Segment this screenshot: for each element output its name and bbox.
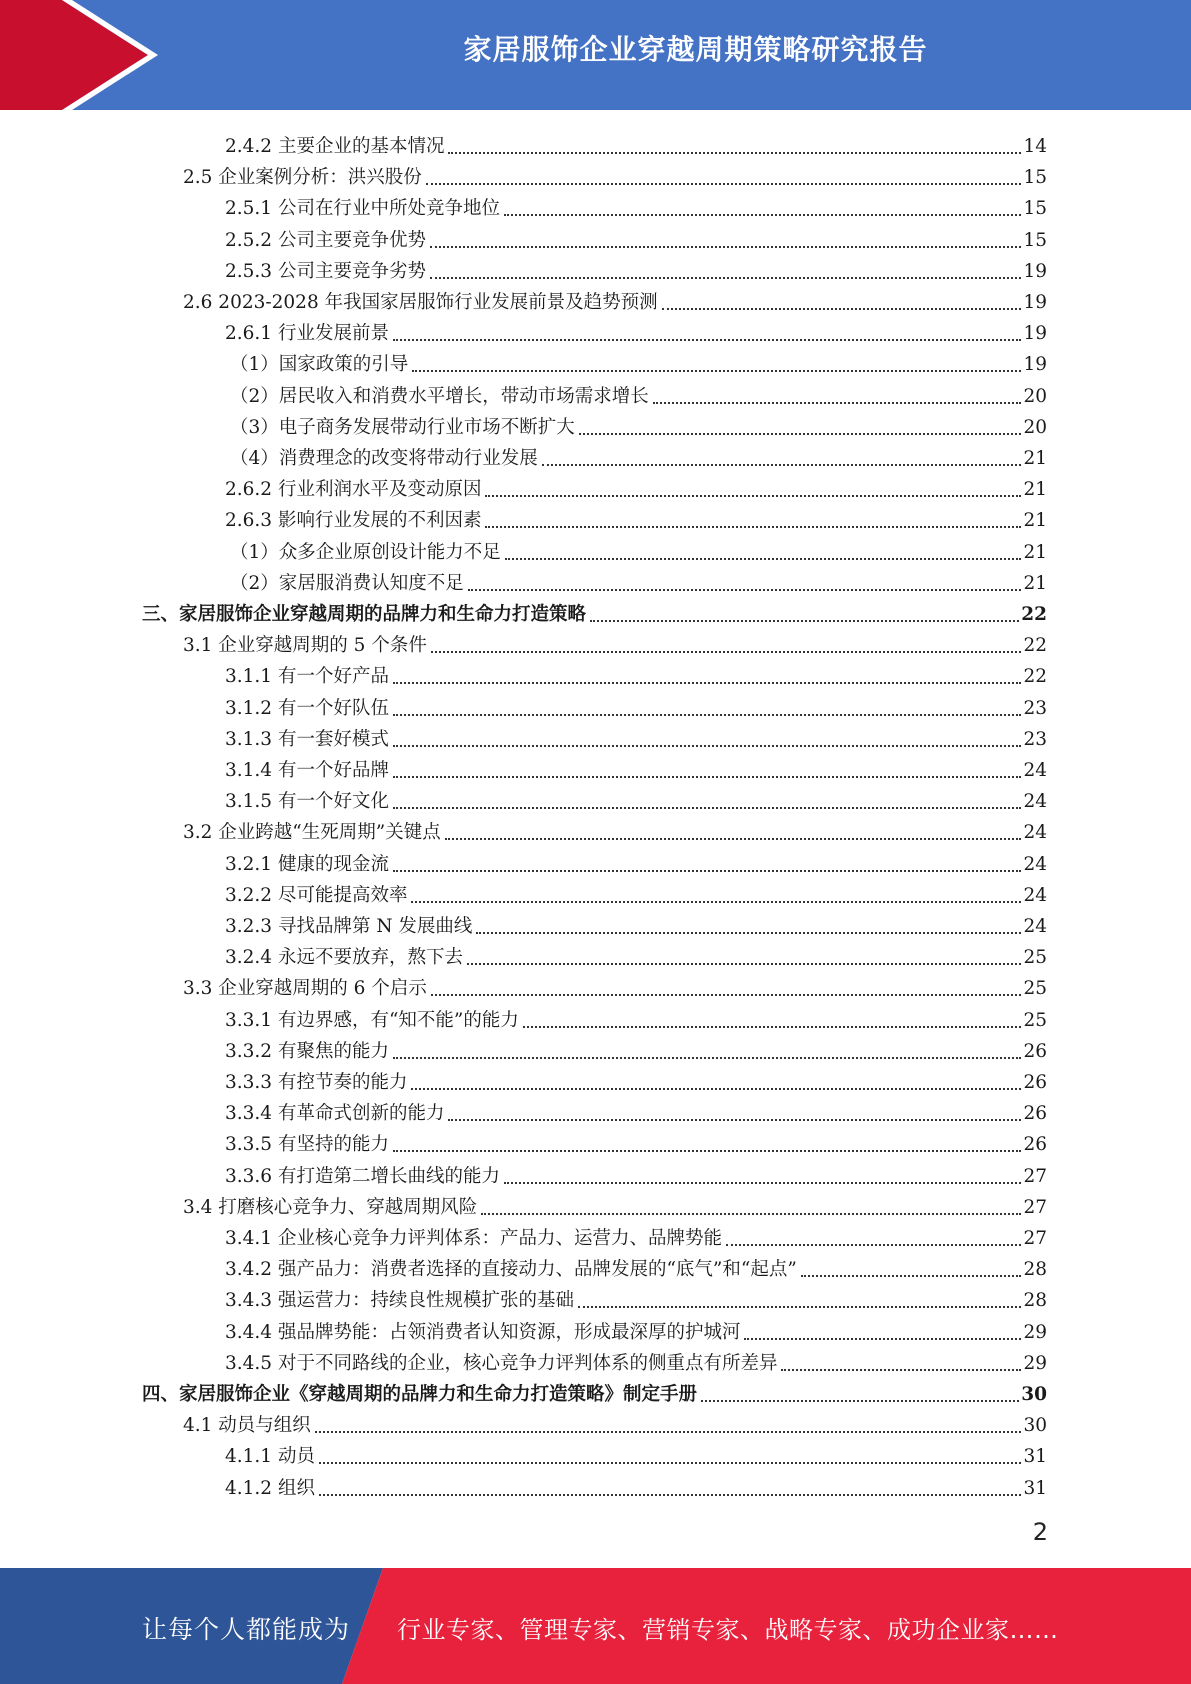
toc-entry-title: 2.5 企业案例分析：洪兴股份	[183, 167, 422, 189]
toc-entry[interactable]	[183, 160, 1047, 191]
toc-entry[interactable]	[225, 1159, 1047, 1190]
toc-entry-page: 23	[1023, 697, 1047, 719]
toc-entry[interactable]	[225, 1471, 1047, 1502]
toc-entry-page: 24	[1023, 791, 1047, 813]
toc-entry-page: 19	[1023, 354, 1047, 376]
toc-dot-leader	[590, 620, 1019, 622]
toc-entry[interactable]	[225, 129, 1047, 160]
toc-entry-page: 28	[1023, 1259, 1047, 1281]
toc-entry-title: （1）众多企业原创设计能力不足	[230, 541, 501, 563]
toc-entry-title: 3.4.5 对于不同路线的企业，核心竞争力评判体系的侧重点有所差异	[225, 1352, 778, 1374]
toc-dot-leader	[504, 214, 1021, 216]
toc-entry-page: 25	[1023, 978, 1047, 1000]
toc-dot-leader	[542, 464, 1022, 466]
toc-entry-title: 3.4.2 强产品力：消费者选择的直接动力、品牌发展的“底气”和“起点”	[225, 1259, 797, 1281]
toc-entry[interactable]	[225, 1065, 1047, 1096]
toc-entry-title: 3.1 企业穿越周期的 5 个条件	[183, 635, 427, 657]
toc-entry-title: 3.3.1 有边界感，有“知不能”的能力	[225, 1009, 519, 1031]
toc-entry-page: 26	[1023, 1072, 1047, 1093]
toc-dot-leader	[701, 1400, 1019, 1402]
toc-entry-title: 3.2.1 健康的现金流	[225, 853, 389, 875]
toc-entry-title: 3.3.3 有控节奏的能力	[225, 1072, 408, 1093]
toc-entry-page: 24	[1023, 853, 1047, 875]
toc-entry[interactable]	[230, 535, 1047, 566]
toc-entry-title: （2）居民收入和消费水平增长，带动市场需求增长	[230, 385, 649, 407]
toc-entry-title: 三、家居服饰企业穿越周期的品牌力和生命力打造策略	[142, 604, 587, 625]
toc-entry-title: （3）电子商务发展带动行业市场不断扩大	[230, 416, 575, 438]
toc-entry[interactable]	[225, 191, 1047, 222]
footer-slogan-left: 让每个人都能成为	[142, 1615, 351, 1644]
toc-entry-page: 25	[1023, 1009, 1047, 1031]
toc-dot-leader	[468, 589, 1022, 591]
toc-entry[interactable]	[225, 472, 1047, 503]
toc-dot-leader	[485, 495, 1021, 497]
toc-entry-page: 29	[1023, 1352, 1047, 1374]
toc-entry[interactable]	[225, 691, 1047, 722]
toc-entry[interactable]	[225, 1283, 1047, 1314]
toc-entry[interactable]	[225, 316, 1047, 347]
toc-entry[interactable]	[225, 722, 1047, 753]
toc-dot-leader	[448, 1119, 1021, 1121]
toc-entry-title: 2.5.2 公司主要竞争优势	[225, 229, 426, 251]
toc-dot-leader	[744, 1338, 1021, 1340]
toc-entry-page: 24	[1023, 760, 1047, 781]
toc-entry[interactable]	[230, 347, 1047, 378]
toc-entry-page: 30	[1023, 1415, 1047, 1437]
toc-dot-leader	[467, 963, 1021, 965]
toc-dot-leader	[781, 1369, 1021, 1371]
toc-entry-title: 3.2 企业跨越“生死周期”关键点	[183, 822, 441, 844]
toc-entry-title: 2.5.1 公司在行业中所处竞争地位	[225, 198, 500, 220]
toc-entry-title: 2.6.1 行业发展前景	[225, 323, 389, 345]
toc-entry-page: 28	[1023, 1290, 1047, 1312]
toc-entry-title: 3.3.5 有坚持的能力	[225, 1134, 389, 1156]
toc-dot-leader	[393, 682, 1021, 684]
toc-dot-leader	[393, 339, 1021, 341]
toc-entry-page: 23	[1023, 728, 1047, 750]
report-title: 家居服饰企业穿越周期策略研究报告	[463, 33, 928, 66]
toc-entry[interactable]	[230, 410, 1047, 441]
toc-dot-leader	[430, 277, 1021, 279]
toc-dot-leader	[430, 246, 1021, 248]
toc-entry-title: 3.1.4 有一个好品牌	[225, 760, 389, 781]
toc-entry[interactable]	[225, 847, 1047, 878]
toc-entry[interactable]	[225, 1003, 1047, 1034]
toc-entry[interactable]	[225, 1221, 1047, 1252]
toc-dot-leader	[662, 308, 1022, 310]
toc-entry-page: 14	[1023, 136, 1047, 157]
toc-entry-page: 19	[1023, 292, 1047, 313]
toc-dot-leader	[431, 651, 1022, 653]
toc-entry[interactable]	[225, 940, 1047, 971]
toc-entry-title: 2.6.3 影响行业发展的不利因素	[225, 510, 482, 532]
toc-entry-page: 26	[1023, 1040, 1047, 1062]
toc-entry-page: 26	[1023, 1103, 1047, 1125]
toc-entry[interactable]	[225, 503, 1047, 534]
toc-entry-title: 2.6 2023-2028 年我国家居服饰行业发展前景及趋势预测	[183, 292, 658, 313]
toc-dot-leader	[485, 526, 1021, 528]
toc-entry-title: 3.2.3 寻找品牌第 N 发展曲线	[225, 916, 473, 937]
toc-entry-page: 31	[1023, 1446, 1047, 1468]
toc-dot-leader	[726, 1244, 1021, 1246]
toc-entry-title: 4.1.1 动员	[225, 1446, 315, 1468]
toc-dot-leader	[393, 1057, 1021, 1059]
toc-dot-leader	[393, 870, 1021, 872]
toc-entry[interactable]	[225, 1034, 1047, 1065]
toc-dot-leader	[578, 1306, 1021, 1308]
toc-entry-page: 21	[1023, 541, 1047, 563]
toc-entry-page: 15	[1023, 167, 1047, 189]
toc-dot-leader	[504, 1182, 1021, 1184]
toc-entry-title: 3.1.3 有一套好模式	[225, 728, 389, 750]
toc-entry-title: （1）国家政策的引导	[230, 354, 409, 376]
toc-chapter-entry[interactable]	[142, 597, 1047, 628]
toc-entry-title: 3.2.4 永远不要放弃，熬下去	[225, 947, 463, 969]
toc-entry-page: 24	[1023, 916, 1047, 937]
toc-entry[interactable]	[183, 1408, 1047, 1439]
toc-entry-title: 3.1.2 有一个好队伍	[225, 697, 389, 719]
toc-entry-title: 3.3.2 有聚焦的能力	[225, 1040, 389, 1062]
toc-entry-title: 2.5.3 公司主要竞争劣势	[225, 260, 426, 282]
toc-dot-leader	[393, 1150, 1021, 1152]
toc-entry[interactable]	[225, 1346, 1047, 1377]
toc-entry-title: 3.4.4 强品牌势能：占领消费者认知资源，形成最深厚的护城河	[225, 1321, 741, 1343]
toc-dot-leader	[431, 994, 1022, 996]
toc-entry-page: 30	[1021, 1384, 1047, 1405]
toc-entry-page: 15	[1023, 198, 1047, 220]
toc-entry-page: 27	[1023, 1165, 1047, 1187]
toc-entry-title: （4）消费理念的改变将带动行业发展	[230, 448, 538, 469]
toc-entry-page: 25	[1023, 947, 1047, 969]
toc-chapter-entry[interactable]	[142, 1377, 1047, 1408]
toc-entry[interactable]	[225, 254, 1047, 285]
toc-entry-title: 四、家居服饰企业《穿越周期的品牌力和生命力打造策略》制定手册	[142, 1384, 698, 1405]
toc-entry-page: 21	[1023, 479, 1047, 501]
toc-entry[interactable]	[230, 566, 1047, 597]
page-footer	[0, 1568, 1191, 1684]
toc-entry-page: 15	[1023, 229, 1047, 251]
toc-entry-page: 21	[1023, 510, 1047, 532]
toc-dot-leader	[393, 714, 1021, 716]
toc-dot-leader	[448, 152, 1021, 154]
toc-entry-title: 3.3.4 有革命式创新的能力	[225, 1103, 445, 1125]
toc-entry[interactable]	[225, 1252, 1047, 1283]
toc-entry[interactable]	[230, 379, 1047, 410]
toc-entry[interactable]	[225, 909, 1047, 940]
toc-entry-title: （2）家居服消费认知度不足	[230, 572, 464, 594]
toc-entry-page: 19	[1023, 260, 1047, 282]
toc-dot-leader	[476, 932, 1021, 934]
page-header	[0, 0, 1191, 110]
toc-dot-leader	[579, 433, 1022, 435]
toc-entry[interactable]	[225, 1439, 1047, 1470]
toc-dot-leader	[523, 1026, 1022, 1028]
toc-entry-title: 4.1.2 组织	[225, 1477, 315, 1499]
toc-dot-leader	[393, 745, 1021, 747]
toc-entry-title: 3.4.3 强运营力：持续良性规模扩张的基础	[225, 1290, 574, 1312]
toc-entry[interactable]	[183, 1190, 1047, 1221]
toc-entry-title: 3.4.1 企业核心竞争力评判体系：产品力、运营力、品牌势能	[225, 1228, 722, 1249]
toc-dot-leader	[505, 558, 1022, 560]
toc-entry[interactable]	[225, 1127, 1047, 1158]
toc-dot-leader	[319, 1494, 1022, 1496]
toc-dot-leader	[481, 1213, 1021, 1215]
toc-entry-page: 27	[1023, 1196, 1047, 1218]
toc-entry-page: 24	[1023, 822, 1047, 844]
toc-entry-page: 20	[1023, 416, 1047, 438]
toc-entry[interactable]	[225, 1315, 1047, 1346]
toc-entry[interactable]	[183, 971, 1047, 1002]
toc-entry[interactable]	[183, 815, 1047, 846]
toc-entry-page: 27	[1023, 1228, 1047, 1249]
toc-entry-page: 26	[1023, 1134, 1047, 1156]
toc-entry-title: 2.4.2 主要企业的基本情况	[225, 136, 445, 157]
toc-dot-leader	[426, 183, 1022, 185]
toc-entry[interactable]	[225, 659, 1047, 690]
toc-entry-title: 3.4 打磨核心竞争力、穿越周期风险	[183, 1196, 478, 1218]
toc-entry[interactable]	[183, 285, 1047, 316]
toc-entry-page: 21	[1023, 448, 1047, 469]
toc-entry-title: 4.1 动员与组织	[183, 1415, 311, 1437]
toc-entry[interactable]	[225, 753, 1047, 784]
toc-entry-page: 20	[1023, 385, 1047, 407]
page-number: 2	[1032, 1518, 1048, 1546]
toc-entry-page: 22	[1023, 666, 1047, 688]
toc-entry[interactable]	[225, 784, 1047, 815]
toc-entry[interactable]	[225, 878, 1047, 909]
toc-entry-title: 2.6.2 行业利润水平及变动原因	[225, 479, 482, 501]
toc-entry[interactable]	[183, 628, 1047, 659]
toc-dot-leader	[393, 807, 1021, 809]
toc-dot-leader	[393, 776, 1021, 778]
toc-entry-title: 3.3 企业穿越周期的 6 个启示	[183, 978, 427, 1000]
toc-dot-leader	[411, 1088, 1021, 1090]
toc-entry[interactable]	[225, 1096, 1047, 1127]
toc-entry[interactable]	[230, 441, 1047, 472]
toc-entry-page: 29	[1023, 1321, 1047, 1343]
toc-entry-page: 22	[1023, 635, 1047, 657]
toc-dot-leader	[412, 370, 1021, 372]
toc-entry-page: 21	[1023, 572, 1047, 594]
toc-entry-title: 3.2.2 尽可能提高效率	[225, 884, 408, 906]
toc-entry-page: 31	[1023, 1477, 1047, 1499]
toc-entry[interactable]	[225, 223, 1047, 254]
toc-dot-leader	[653, 402, 1022, 404]
toc-dot-leader	[411, 901, 1021, 903]
toc-entry-title: 3.3.6 有打造第二增长曲线的能力	[225, 1165, 500, 1187]
toc-entry-title: 3.1.1 有一个好产品	[225, 666, 389, 688]
toc-dot-leader	[315, 1431, 1022, 1433]
toc-entry-title: 3.1.5 有一个好文化	[225, 791, 389, 813]
toc-dot-leader	[801, 1275, 1022, 1277]
toc-entry-page: 24	[1023, 884, 1047, 906]
footer-slogan-right: 行业专家、管理专家、营销专家、战略专家、成功企业家……	[397, 1616, 1059, 1644]
toc-entry-page: 19	[1023, 323, 1047, 345]
toc-dot-leader	[445, 838, 1022, 840]
toc-entry-page: 22	[1021, 604, 1047, 625]
toc-dot-leader	[319, 1462, 1022, 1464]
